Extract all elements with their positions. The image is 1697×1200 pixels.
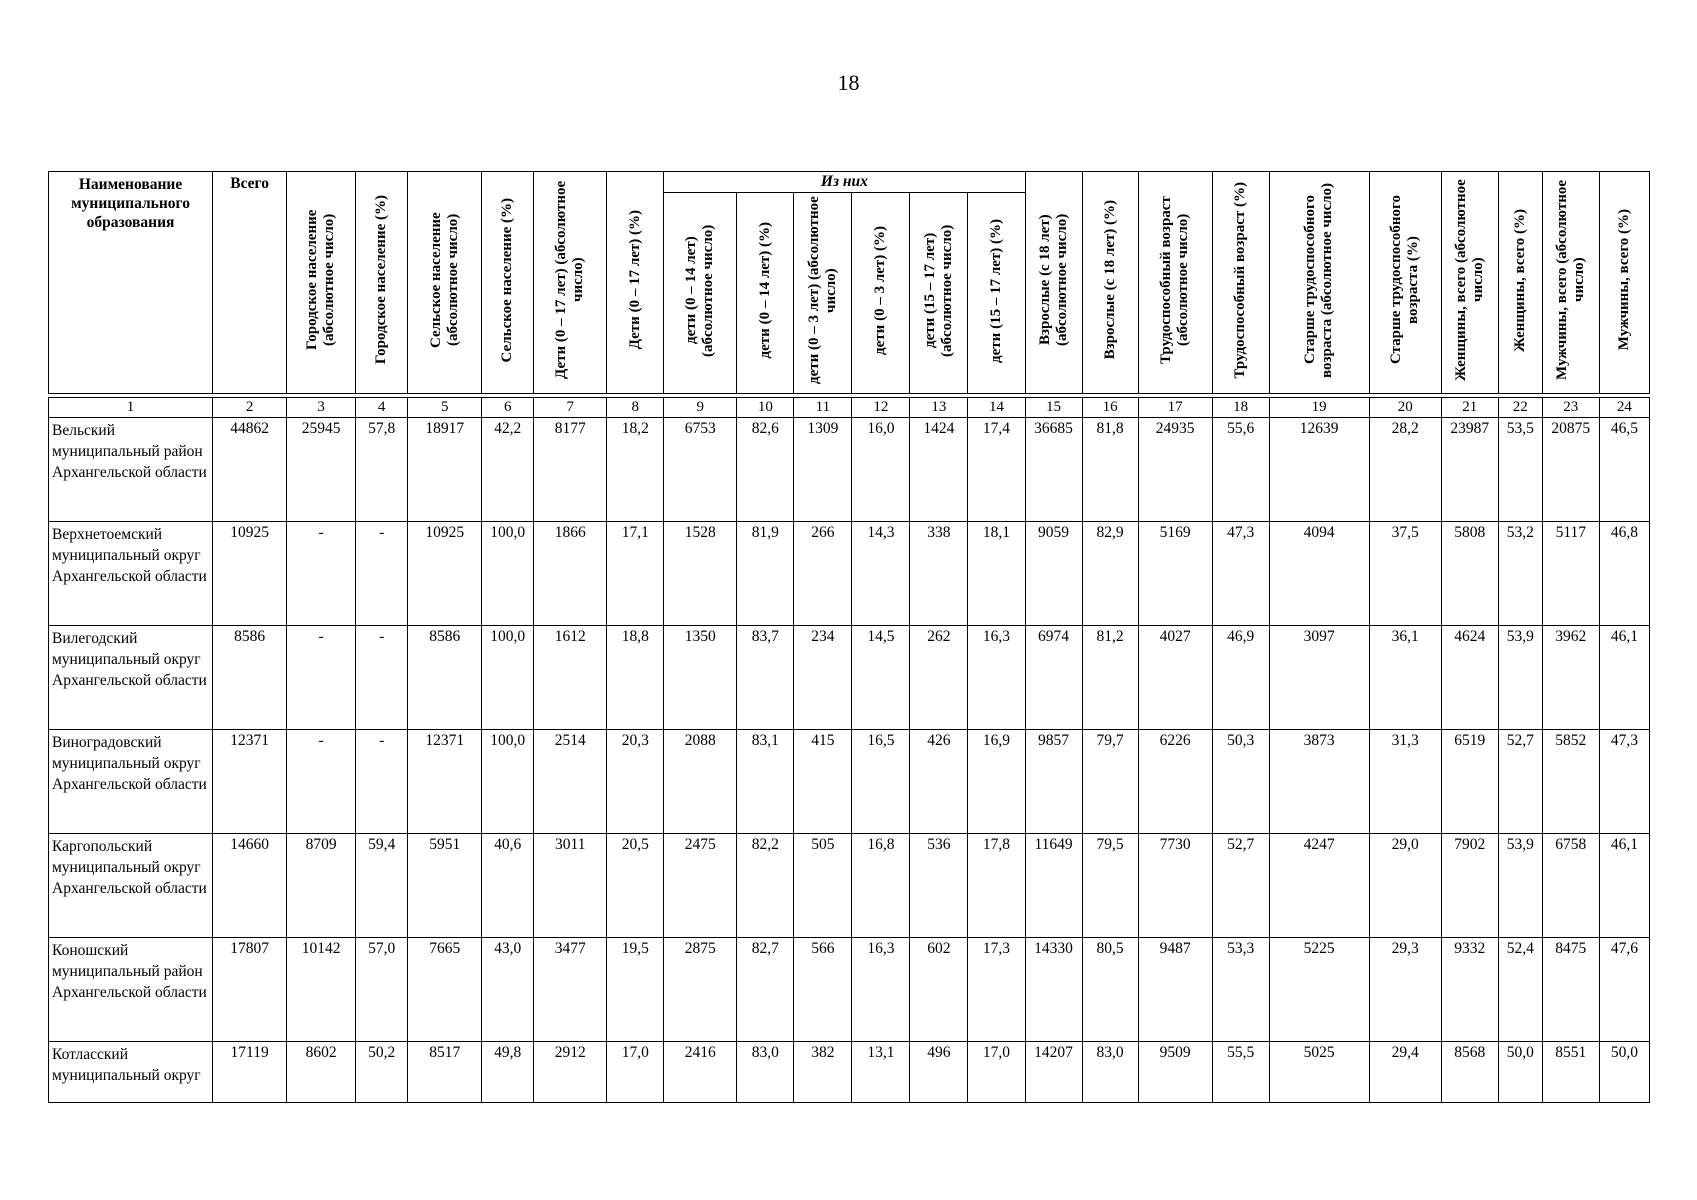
table-cell: 82,7	[737, 938, 794, 1042]
table-cell: 1528	[664, 522, 737, 626]
table-cell: 37,5	[1369, 522, 1441, 626]
table-cell: 83,7	[737, 626, 794, 730]
table-cell: 5025	[1269, 1042, 1369, 1103]
table-cell: 29,4	[1369, 1042, 1441, 1103]
column-number: 23	[1542, 398, 1599, 418]
table-cell: 5117	[1542, 522, 1599, 626]
table-cell: 566	[794, 938, 852, 1042]
table-cell: 17,1	[607, 522, 664, 626]
table-cell: 46,1	[1599, 834, 1649, 938]
column-number: 9	[664, 398, 737, 418]
header-col-4: Городское население (%)	[356, 172, 408, 394]
table-cell: 53,5	[1498, 418, 1542, 522]
table-cell: 2875	[664, 938, 737, 1042]
table-cell: 18,8	[607, 626, 664, 730]
column-number: 21	[1441, 398, 1498, 418]
table-cell: 82,2	[737, 834, 794, 938]
table-cell: 53,9	[1498, 834, 1542, 938]
table-cell: -	[356, 626, 408, 730]
table-cell: 6753	[664, 418, 737, 522]
header-group: Из них	[664, 172, 1025, 193]
table-cell: 14,5	[852, 626, 910, 730]
table-cell: 47,3	[1599, 730, 1649, 834]
column-number: 2	[213, 398, 287, 418]
column-number: 10	[737, 398, 794, 418]
column-number: 3	[287, 398, 356, 418]
table-cell: 14660	[213, 834, 287, 938]
table-row	[49, 730, 1650, 834]
table-cell: -	[356, 522, 408, 626]
header-col-3: Городское население (абсолютное число)	[287, 172, 356, 394]
table-cell: 81,2	[1082, 626, 1138, 730]
column-number: 20	[1369, 398, 1441, 418]
table-cell: 496	[910, 1042, 968, 1103]
table-cell: 9059	[1025, 522, 1082, 626]
table-cell: 4624	[1441, 626, 1498, 730]
table-cell: 16,8	[852, 834, 910, 938]
table-cell: 5225	[1269, 938, 1369, 1042]
table-cell: 81,9	[737, 522, 794, 626]
table-cell: 46,9	[1212, 626, 1269, 730]
table-cell: 82,6	[737, 418, 794, 522]
table-cell: 79,7	[1082, 730, 1138, 834]
table-row	[49, 834, 1650, 938]
table-cell: 23987	[1441, 418, 1498, 522]
header-col-20: Старше трудоспособного возраста (%)	[1369, 172, 1441, 394]
column-number: 12	[852, 398, 910, 418]
table-cell: 10142	[287, 938, 356, 1042]
table-cell: 31,3	[1369, 730, 1441, 834]
table-cell: 4247	[1269, 834, 1369, 938]
table-cell: 338	[910, 522, 968, 626]
table-cell: -	[287, 730, 356, 834]
table-cell: 6226	[1138, 730, 1212, 834]
header-col-7: Дети (0 – 17 лет) (абсолютное число)	[534, 172, 607, 394]
table-cell: 505	[794, 834, 852, 938]
header-col-19: Старше трудоспособного возраста (абсолютное число)	[1269, 172, 1369, 394]
table-cell: 59,4	[356, 834, 408, 938]
table-cell: -	[287, 522, 356, 626]
table-cell: 100,0	[482, 522, 534, 626]
table-cell: 4094	[1269, 522, 1369, 626]
table-cell: 52,7	[1212, 834, 1269, 938]
header-col-16: Взрослые (с 18 лет) (%)	[1082, 172, 1138, 394]
table-cell: 100,0	[482, 730, 534, 834]
column-number: 8	[607, 398, 664, 418]
table-cell: 2514	[534, 730, 607, 834]
table-cell: 25945	[287, 418, 356, 522]
column-number: 1	[49, 398, 213, 418]
table-cell: 4027	[1138, 626, 1212, 730]
header-name: Наименование муниципального образования	[49, 172, 213, 394]
table-cell: 46,1	[1599, 626, 1649, 730]
table-cell: 8568	[1441, 1042, 1498, 1103]
table-cell: 24935	[1138, 418, 1212, 522]
column-number: 15	[1025, 398, 1082, 418]
table-cell: 16,3	[968, 626, 1025, 730]
municipality-name: Вилегодский муниципальный округ Архангельской области	[49, 626, 213, 730]
table-cell: 83,1	[737, 730, 794, 834]
table-cell: 36,1	[1369, 626, 1441, 730]
table-cell: 2088	[664, 730, 737, 834]
column-number: 13	[910, 398, 968, 418]
table-cell: 5852	[1542, 730, 1599, 834]
table-cell: 1866	[534, 522, 607, 626]
page-number: 18	[837, 70, 860, 95]
table-cell: 20,5	[607, 834, 664, 938]
table-cell: 2416	[664, 1042, 737, 1103]
table-cell: 3477	[534, 938, 607, 1042]
table-cell: 16,3	[852, 938, 910, 1042]
column-number: 19	[1269, 398, 1369, 418]
table-cell: 19,5	[607, 938, 664, 1042]
table-cell: 36685	[1025, 418, 1082, 522]
header-col-23: Мужчины, всего (абсолютное число)	[1542, 172, 1599, 394]
table-row	[49, 418, 1650, 522]
table-cell: 3873	[1269, 730, 1369, 834]
table-cell: 12639	[1269, 418, 1369, 522]
table-cell: 50,2	[356, 1042, 408, 1103]
table-cell: 43,0	[482, 938, 534, 1042]
table-cell: -	[356, 730, 408, 834]
table-cell: 8709	[287, 834, 356, 938]
table-cell: 1309	[794, 418, 852, 522]
table-cell: 50,0	[1599, 1042, 1649, 1103]
header-col-12: дети (0 – 3 лет) (%)	[852, 193, 910, 394]
table-cell: 1424	[910, 418, 968, 522]
table-cell: 55,5	[1212, 1042, 1269, 1103]
table-row	[49, 522, 1650, 626]
table-cell: 13,1	[852, 1042, 910, 1103]
table-cell: 9857	[1025, 730, 1082, 834]
table-cell: 2475	[664, 834, 737, 938]
table-cell: 8177	[534, 418, 607, 522]
header-col-18: Трудоспособный возраст (%)	[1212, 172, 1269, 394]
table-cell: 18,1	[968, 522, 1025, 626]
table-cell: 9487	[1138, 938, 1212, 1042]
table-cell: 10925	[213, 522, 287, 626]
column-number: 6	[482, 398, 534, 418]
table-cell: 83,0	[737, 1042, 794, 1103]
table-cell: 42,2	[482, 418, 534, 522]
table-cell: 5808	[1441, 522, 1498, 626]
table-cell: 234	[794, 626, 852, 730]
table-cell: 20875	[1542, 418, 1599, 522]
table-cell: 18917	[408, 418, 482, 522]
table-cell: 50,3	[1212, 730, 1269, 834]
table-cell: 266	[794, 522, 852, 626]
table-cell: 11649	[1025, 834, 1082, 938]
table-cell: 8586	[408, 626, 482, 730]
column-number: 4	[356, 398, 408, 418]
table-cell: 28,2	[1369, 418, 1441, 522]
table-cell: 29,0	[1369, 834, 1441, 938]
table-cell: 53,2	[1498, 522, 1542, 626]
table-cell: 46,8	[1599, 522, 1649, 626]
municipality-name: Котласский муниципальный округ	[49, 1042, 213, 1103]
table-cell: 10925	[408, 522, 482, 626]
table-cell: 29,3	[1369, 938, 1441, 1042]
table-cell: 2912	[534, 1042, 607, 1103]
column-number: 7	[534, 398, 607, 418]
table-cell: 5169	[1138, 522, 1212, 626]
table-cell: 55,6	[1212, 418, 1269, 522]
table-cell: 79,5	[1082, 834, 1138, 938]
table-cell: 100,0	[482, 626, 534, 730]
table-cell: -	[287, 626, 356, 730]
table-cell: 8586	[213, 626, 287, 730]
header-col-5: Сельское население (абсолютное число)	[408, 172, 482, 394]
municipality-name: Каргопольский муниципальный округ Архангельской области	[49, 834, 213, 938]
table-cell: 16,5	[852, 730, 910, 834]
table-cell: 3011	[534, 834, 607, 938]
table-cell: 8602	[287, 1042, 356, 1103]
table-cell: 602	[910, 938, 968, 1042]
table-cell: 7730	[1138, 834, 1212, 938]
table-cell: 8475	[1542, 938, 1599, 1042]
header-col-17: Трудоспособный возраст (абсолютное число)	[1138, 172, 1212, 394]
table-cell: 14,3	[852, 522, 910, 626]
header-col-21: Женщины, всего (абсолютное число)	[1441, 172, 1498, 394]
table-cell: 12371	[408, 730, 482, 834]
table-cell: 3097	[1269, 626, 1369, 730]
municipality-name: Виноградовский муниципальный округ Архангельской области	[49, 730, 213, 834]
table-cell: 1612	[534, 626, 607, 730]
table-cell: 6974	[1025, 626, 1082, 730]
column-number: 5	[408, 398, 482, 418]
table-cell: 17,3	[968, 938, 1025, 1042]
column-number: 17	[1138, 398, 1212, 418]
table-cell: 9509	[1138, 1042, 1212, 1103]
header-col-15: Взрослые (с 18 лет) (абсолютное число)	[1025, 172, 1082, 394]
table-cell: 52,4	[1498, 938, 1542, 1042]
table-cell: 5951	[408, 834, 482, 938]
table-cell: 14330	[1025, 938, 1082, 1042]
table-cell: 426	[910, 730, 968, 834]
header-col-8: Дети (0 – 17 лет) (%)	[607, 172, 664, 394]
table-cell: 17,0	[968, 1042, 1025, 1103]
table-cell: 17,0	[607, 1042, 664, 1103]
table-cell: 17,8	[968, 834, 1025, 938]
table-cell: 8551	[1542, 1042, 1599, 1103]
table-cell: 83,0	[1082, 1042, 1138, 1103]
table-cell: 17807	[213, 938, 287, 1042]
table-cell: 18,2	[607, 418, 664, 522]
column-number: 24	[1599, 398, 1649, 418]
table-cell: 382	[794, 1042, 852, 1103]
population-table-wrapper	[48, 171, 1650, 1103]
table-cell: 16,9	[968, 730, 1025, 834]
table-cell: 17119	[213, 1042, 287, 1103]
header-col-13: дети (15 – 17 лет) (абсолютное число)	[910, 193, 968, 394]
header-col-14: дети (15 – 17 лет) (%)	[968, 193, 1025, 394]
table-cell: 536	[910, 834, 968, 938]
column-number: 18	[1212, 398, 1269, 418]
header-col-6: Сельское население (%)	[482, 172, 534, 394]
header-total: Всего	[213, 172, 287, 394]
table-cell: 415	[794, 730, 852, 834]
table-cell: 7665	[408, 938, 482, 1042]
table-cell: 9332	[1441, 938, 1498, 1042]
table-cell: 1350	[664, 626, 737, 730]
table-cell: 81,8	[1082, 418, 1138, 522]
table-cell: 52,7	[1498, 730, 1542, 834]
table-cell: 47,6	[1599, 938, 1649, 1042]
header-col-10: дети (0 – 14 лет) (%)	[737, 193, 794, 394]
column-number: 22	[1498, 398, 1542, 418]
table-cell: 49,8	[482, 1042, 534, 1103]
column-numbers-row	[49, 398, 1650, 418]
municipality-name: Коношский муниципальный район Архангельской области	[49, 938, 213, 1042]
table-cell: 12371	[213, 730, 287, 834]
table-cell: 50,0	[1498, 1042, 1542, 1103]
municipality-name: Верхнетоемский муниципальный округ Архангельской области	[49, 522, 213, 626]
table-cell: 47,3	[1212, 522, 1269, 626]
table-row	[49, 1042, 1650, 1103]
header-col-11: дети (0 – 3 лет) (абсолютное число)	[794, 193, 852, 394]
column-number: 16	[1082, 398, 1138, 418]
table-cell: 8517	[408, 1042, 482, 1103]
table-cell: 14207	[1025, 1042, 1082, 1103]
table-cell: 57,8	[356, 418, 408, 522]
municipality-name: Вельский муниципальный район Архангельской области	[49, 418, 213, 522]
header-col-22: Женщины, всего (%)	[1498, 172, 1542, 394]
table-cell: 6758	[1542, 834, 1599, 938]
table-row	[49, 938, 1650, 1042]
table-cell: 3962	[1542, 626, 1599, 730]
table-cell: 53,3	[1212, 938, 1269, 1042]
table-cell: 57,0	[356, 938, 408, 1042]
population-table	[48, 171, 1650, 1103]
table-row	[49, 626, 1650, 730]
table-cell: 262	[910, 626, 968, 730]
table-cell: 80,5	[1082, 938, 1138, 1042]
table-cell: 82,9	[1082, 522, 1138, 626]
table-cell: 44862	[213, 418, 287, 522]
header-col-24: Мужчины, всего (%)	[1599, 172, 1649, 394]
table-cell: 16,0	[852, 418, 910, 522]
column-number: 11	[794, 398, 852, 418]
header-col-9: дети (0 – 14 лет) (абсолютное число)	[664, 193, 737, 394]
column-number: 14	[968, 398, 1025, 418]
table-cell: 53,9	[1498, 626, 1542, 730]
table-cell: 20,3	[607, 730, 664, 834]
table-cell: 6519	[1441, 730, 1498, 834]
table-cell: 40,6	[482, 834, 534, 938]
table-body	[49, 418, 1650, 1103]
table-cell: 7902	[1441, 834, 1498, 938]
table-cell: 46,5	[1599, 418, 1649, 522]
table-cell: 17,4	[968, 418, 1025, 522]
